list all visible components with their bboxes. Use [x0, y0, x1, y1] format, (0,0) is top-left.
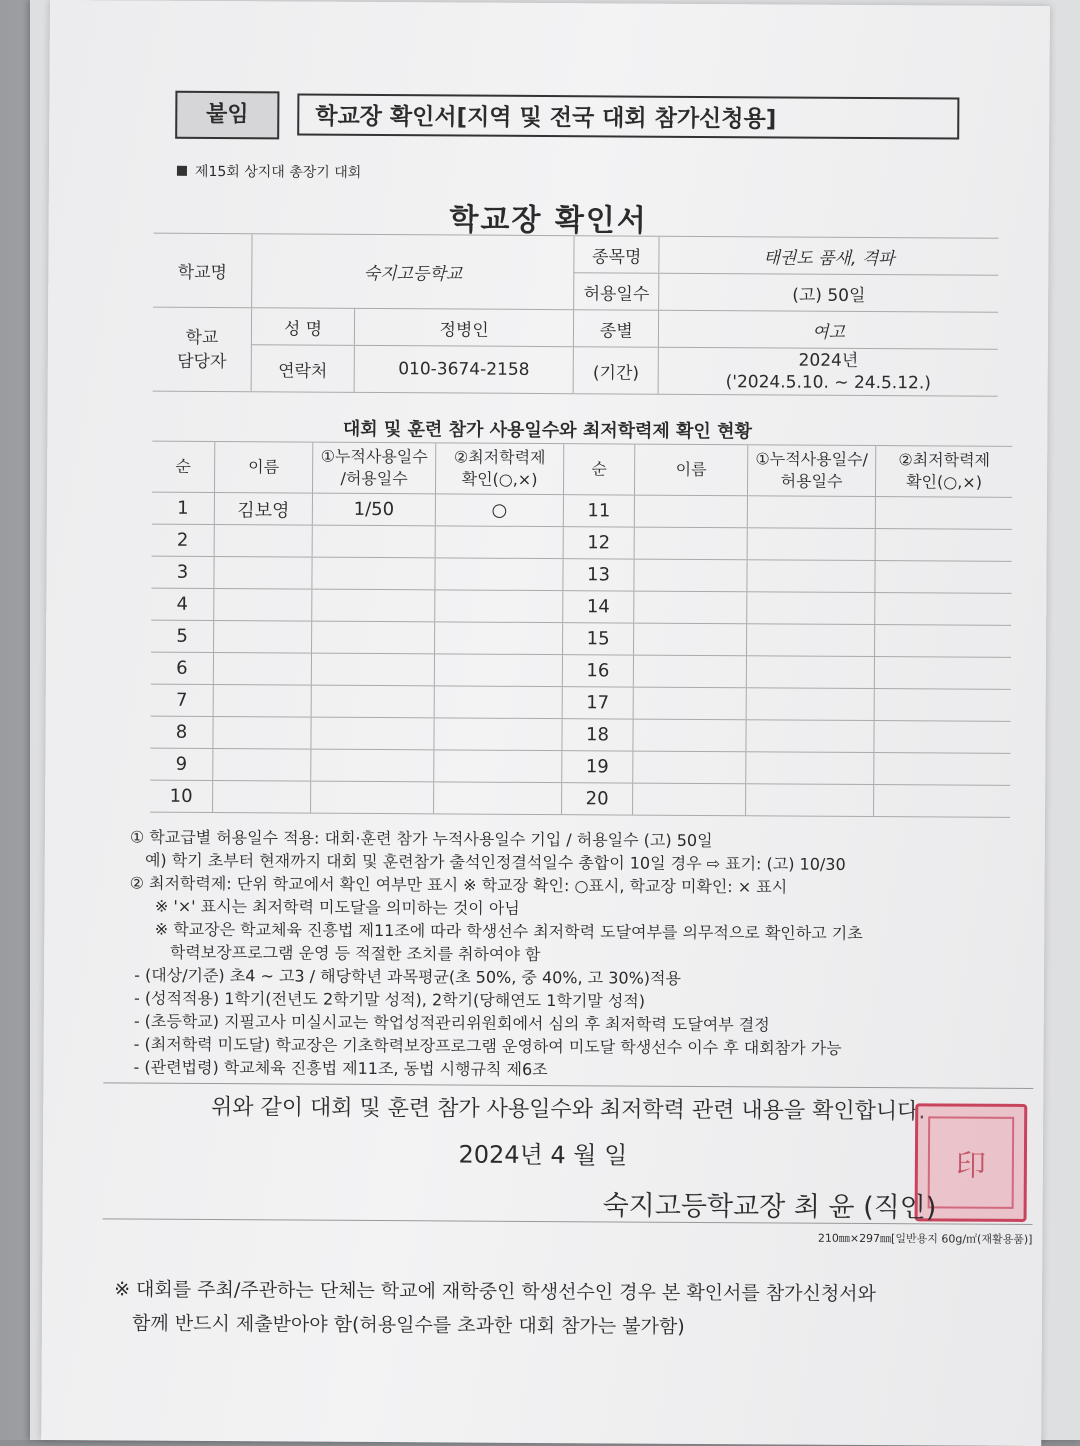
row-check-right — [875, 625, 1012, 658]
row-days-right — [747, 496, 875, 529]
table-row — [151, 588, 1011, 625]
row-name — [213, 781, 311, 814]
row-name-right — [633, 719, 746, 752]
row-name-right — [634, 559, 747, 592]
row-days-right — [747, 624, 875, 657]
table-row — [151, 652, 1011, 689]
row-check — [434, 750, 562, 783]
note-line: ※ '×' 표시는 최저학력 미도달을 의미하는 것이 아님 — [129, 896, 520, 918]
row-days — [311, 781, 434, 814]
row-check: ○ — [435, 494, 563, 527]
sport-label: 종목명 — [574, 236, 659, 274]
row-no-right: 18 — [562, 719, 633, 751]
attachment-label: 붙임 — [175, 91, 279, 140]
note-line: - (관련법령) 학교체육 진흥법 제11조, 동법 시행규칙 제6조 — [128, 1057, 548, 1080]
header-check-right: ②최저학력제 확인(○,×) — [875, 446, 1012, 498]
row-no: 1 — [152, 492, 215, 524]
category-value: 여고 — [659, 310, 998, 349]
row-days-right — [746, 656, 874, 689]
row-days — [311, 717, 434, 750]
category-label: 종별 — [574, 310, 659, 348]
table-row — [152, 524, 1012, 561]
row-no: 8 — [150, 716, 213, 748]
row-name: 김보영 — [214, 493, 312, 526]
paper-spec: 210㎜×297㎜[일반용지 60g/㎡(재활용품)] — [102, 1218, 1032, 1247]
table-header-row — [152, 441, 1012, 497]
row-no-right: 17 — [562, 687, 633, 719]
attachment-title: 학교장 확인서[지역 및 전국 대회 참가신청용] — [297, 94, 959, 140]
contact-label: 연락처 — [251, 345, 354, 393]
header-days-right: ①누적사용일수/ 허용일수 — [747, 445, 875, 497]
name-label: 성 명 — [251, 308, 354, 346]
allowed-days-label: 허용일수 — [574, 273, 659, 311]
row-no: 4 — [151, 588, 214, 620]
confirm-text: 위와 같이 대회 및 훈련 참가 사용일수와 최저학력 관련 내용을 확인합니다. — [103, 1082, 1033, 1126]
header-name: 이름 — [214, 442, 312, 494]
row-no-right: 14 — [563, 591, 634, 623]
footnote — [114, 1272, 1014, 1345]
row-days-right — [747, 592, 875, 625]
table-row — [150, 748, 1010, 785]
table-row — [151, 684, 1011, 721]
row-no: 2 — [152, 524, 215, 556]
row-name — [213, 749, 311, 782]
document-paper — [41, 0, 1050, 1446]
row-days-right — [747, 528, 875, 561]
row-no-right: 12 — [563, 527, 634, 559]
row-check-right — [875, 529, 1012, 562]
table-row — [150, 716, 1010, 753]
header-name-right: 이름 — [634, 444, 747, 496]
row-no-right: 11 — [563, 495, 634, 527]
participant-rows — [150, 492, 1012, 817]
manager-label: 학교 담당자 — [153, 307, 252, 392]
row-no: 6 — [151, 652, 214, 684]
row-no: 7 — [151, 684, 214, 716]
row-days — [312, 525, 435, 558]
row-days-right — [746, 720, 874, 753]
row-days: 1/50 — [312, 493, 435, 526]
row-check-right — [875, 593, 1012, 626]
row-name — [213, 653, 311, 686]
row-check-right — [875, 497, 1012, 530]
participant-table — [150, 441, 1012, 818]
row-name-right — [633, 655, 746, 688]
row-check-right — [874, 721, 1011, 754]
row-days-right — [747, 560, 875, 593]
period-label: (기간) — [573, 347, 658, 395]
name-value: 정병인 — [354, 308, 573, 346]
row-name-right — [633, 751, 746, 784]
row-name — [214, 589, 312, 622]
row-days-right — [746, 752, 874, 785]
row-no: 10 — [150, 780, 213, 812]
table-row — [151, 556, 1011, 593]
note-line: - (최저학력 미도달) 학교장은 기초학력보장프로그램 운영하여 미도달 학생선수 이수 후 대회참가 가능 — [128, 1034, 842, 1058]
row-check-right — [874, 785, 1011, 818]
row-no: 9 — [150, 748, 213, 780]
date-line: 2024년 4 월 일 — [458, 1140, 628, 1170]
row-name-right — [633, 687, 746, 720]
row-name — [213, 685, 311, 718]
note-line: ※ 학교장은 학교체육 진흥법 제11조에 따라 학생선수 최저학력 도달여부를 의무적으로 확인하고 기초 — [129, 919, 863, 943]
note-line: - (대상/기준) 초4 ~ 고3 / 해당학년 과목평균(초 50%, 중 40%, 고 30%)적용 — [128, 965, 682, 988]
row-days-right — [746, 688, 874, 721]
row-days-right — [746, 784, 874, 817]
row-check-right — [874, 689, 1011, 722]
row-no: 3 — [151, 556, 214, 588]
footnote-line: 함께 반드시 제출받아야 함(허용일수를 초과한 대회 참가는 불가함) — [113, 1312, 685, 1338]
sport-value: 태권도 품새, 격파 — [659, 236, 998, 275]
table-row — [151, 620, 1011, 657]
row-check — [435, 526, 563, 559]
contact-value: 010-3674-2158 — [354, 345, 574, 393]
row-name — [213, 717, 311, 750]
header-no-right: 순 — [563, 444, 634, 495]
footnote-line: ※ 대회를 주최/주관하는 단체는 학교에 재학중인 학생선수인 경우 본 확인서를 참가신청서와 — [114, 1278, 877, 1306]
row-check — [435, 558, 563, 591]
note-line: 예) 학기 초부터 현재까지 대회 및 훈련참가 출석인정결석일수 총합이 10일 경우 ⇨ 표기: (고) 10/30 — [129, 850, 846, 874]
row-days — [312, 589, 435, 622]
header-days: ①누적사용일수 /허용일수 — [312, 442, 435, 494]
note-line: ② 최저학력제: 단위 학교에서 확인 여부만 표시 ※ 학교장 확인: ○표시, 학교장 미확인: × 표시 — [129, 873, 788, 897]
row-check-right — [874, 657, 1011, 690]
event-name: 제15회 상지대 총장기 대회 — [194, 163, 362, 181]
row-no-right: 13 — [563, 559, 634, 591]
note-line: - (성적적용) 1학기(전년도 2학기말 성적), 2학기(당해연도 1학기말 성적) — [128, 988, 646, 1011]
row-name-right — [634, 527, 747, 560]
row-check — [435, 590, 563, 623]
row-name — [214, 525, 312, 558]
period-range: ('2024.5.10. ~ 24.5.12.) — [725, 372, 931, 394]
event-line — [177, 161, 362, 182]
notes — [128, 826, 1030, 1084]
row-check-right — [874, 753, 1011, 786]
period-value — [658, 347, 998, 396]
row-days — [312, 557, 435, 590]
note-line: ① 학교급별 허용일수 적용: 대회·훈련 참가 누적사용일수 기입 / 허용일수 (고) 50일 — [129, 827, 713, 851]
row-check — [435, 622, 563, 655]
row-days — [312, 621, 435, 654]
school-value: 숙지고등학교 — [252, 234, 575, 310]
table-row — [150, 780, 1010, 817]
row-no: 5 — [151, 620, 214, 652]
school-label: 학교명 — [153, 233, 252, 308]
seal-glyph: 印 — [955, 1148, 987, 1184]
row-name-right — [634, 623, 747, 656]
row-no-right: 19 — [562, 751, 633, 783]
row-days — [311, 749, 434, 782]
row-days — [311, 685, 434, 718]
row-no-right: 16 — [562, 655, 633, 687]
row-check-right — [875, 561, 1012, 594]
allowed-days-value: (고) 50일 — [659, 273, 998, 312]
note-line: - (초등학교) 지필고사 미실시교는 학업성적관리위원회에서 심의 후 최저학력 도달여부 결정 — [128, 1011, 770, 1035]
header-check: ②최저학력제 확인(○,×) — [435, 443, 563, 495]
row-check — [434, 782, 562, 815]
principal-signature: 숙지고등학교장 최 윤 (직인) — [602, 1190, 937, 1224]
row-check — [434, 654, 562, 687]
section-title: 대회 및 훈련 참가 사용일수와 최저학력제 확인 현황 — [342, 418, 752, 443]
square-bullet-icon — [177, 166, 187, 176]
row-check — [434, 686, 562, 719]
row-check — [434, 718, 562, 751]
table-row — [152, 492, 1012, 529]
row-name — [214, 621, 312, 654]
period-year: 2024년 — [798, 350, 859, 371]
info-table — [153, 233, 999, 397]
row-name-right — [634, 591, 747, 624]
row-days — [311, 653, 434, 686]
row-name-right — [633, 783, 746, 816]
row-no-right: 15 — [563, 623, 634, 655]
row-name — [214, 557, 312, 590]
row-name-right — [634, 495, 747, 528]
row-no-right: 20 — [562, 783, 633, 815]
document-title: 학교장 확인서 — [449, 202, 648, 239]
header-no: 순 — [152, 441, 215, 492]
note-line: 학력보장프로그램 운영 등 적절한 조치를 취하여야 함 — [129, 942, 541, 965]
